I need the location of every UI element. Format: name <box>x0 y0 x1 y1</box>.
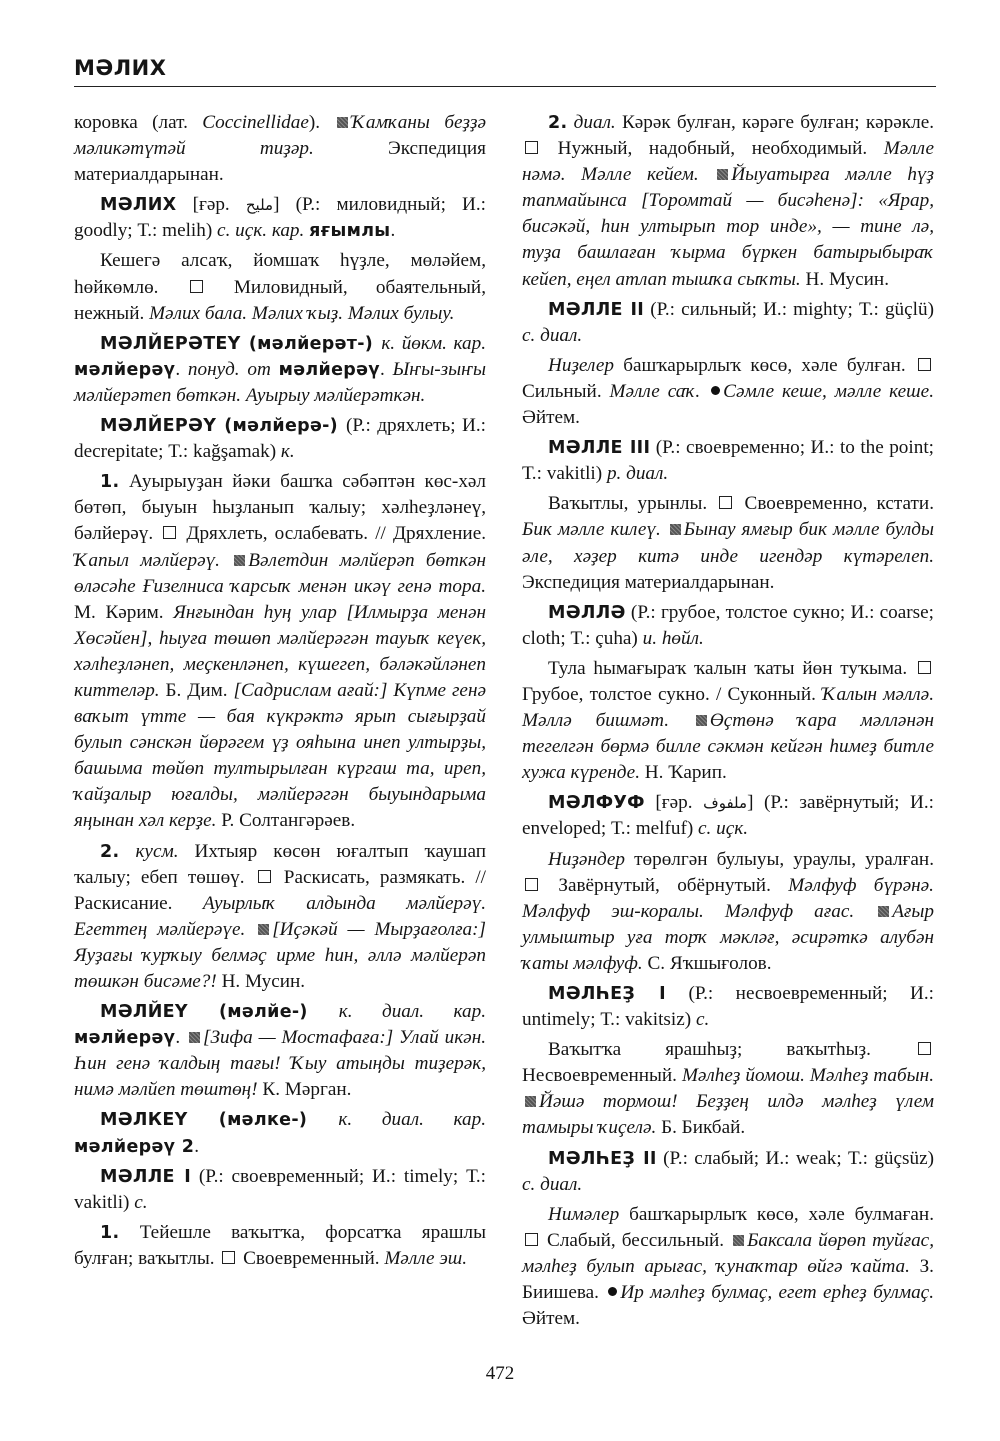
arabic-etymon: ملفوف <box>703 794 748 813</box>
example-marker-icon <box>696 715 707 726</box>
definition: Ниҙелер башҡарырлыҡ көсө, хәле булған. Сильный. Мәлле саҡ. Сәмле кеше, мәлле кеше. Әйтем. <box>522 354 934 429</box>
sense-2: 2. диал. Кәрәк булған, кәрәге булған; кәрәкле. Нужный, надобный, необходимый. Мәлле нәмә. Мәлле кейем. Йыуатырға мәлле һүҙ тапмайынса [Торомтай — бисәһенә]: «Ярар, бисәкәй, һин ултырып тор инде», — тине лә, туҙа башлаған ҡырма бүркен батырыбыраҡ кейеп, еңел атлап тышҡа сыҡты. Н. Мусин. <box>522 112 935 290</box>
headword: МӘЛИХ <box>100 195 177 216</box>
proverb-marker-icon <box>711 386 720 395</box>
example-marker-icon <box>733 1235 744 1246</box>
entry-malle-2: МӘЛЛЕ II (Р.: сильный; И.: mighty; Т.: güçlü) с. диал. <box>522 298 934 346</box>
entry-malyeratew: МӘЛЙЕРӘТЕҮ (мәлйерәт-) к. йөкм. кар. мәлйерәү. понуд. от мәлйерәү. Ыҥы-зыҥы мәлйерәтеп бөткән. Ауырыу мәлйерәткән. <box>74 332 487 406</box>
translation-marker-icon <box>163 526 176 539</box>
entry-malfuf: МӘЛФУФ [ғәр. ملفوف] (Р.: завёрнутый; И.: enveloped; Т.: melfuf) с. иҫк. <box>522 792 935 840</box>
running-head: МӘЛИХ <box>74 56 167 80</box>
entry-malhez-2: МӘЛҺЕҘ II (Р.: слабый; И.: weak; Т.: güçsüz) с. диал. <box>522 1147 935 1195</box>
headword: МӘЛҺЕҘ I <box>548 984 666 1004</box>
headword: МӘЛЙЕРӘҮ <box>100 416 217 437</box>
translation-marker-icon <box>525 1233 538 1246</box>
column-left <box>74 110 486 1276</box>
headword: МӘЛЛЕ I <box>100 1166 192 1187</box>
headword: МӘЛЛӘ <box>548 602 626 623</box>
headword: МӘЛҺЕҘ II <box>548 1148 657 1169</box>
definition: Нимәлер башҡарырлыҡ көсө, хәле булмаған. Слабый, бессильный. Баксала йөрөп туйғас, мәлһеҙ булып арығас, ҡунаҡтар өйгә ҡайта. З. Биишева. Ир мәлһеҙ булмаҫ, егет ерһеҙ булмаҫ. Әйтем. <box>522 1203 935 1330</box>
definition: Ваҡытҡа ярашһыҙ; ваҡытһыҙ. Несвоевременный. Мәлһеҙ йомош. Мәлһеҙ табын. Йәшә тормош! Беҙҙең илдә мәлһеҙ үлем тамыры ҡиҫелә. Б. Бикбай. <box>522 1039 934 1139</box>
entry-malkew: МӘЛКЕҮ (мәлке-) к. диал. кар. мәлйерәү 2. <box>74 1109 487 1157</box>
sense-1: 1. Ауырыуҙан йәки башҡа сәбәптән көс-хәл бөтөп, быуын һыҙланып ҡалыу; хәлһеҙләнеү, бәлйерәү. Дряхлеть, ослабевать. // Дряхление. Ҡапыл мәлйерәү. Вәлетдин мәлйерәп бөткән өләсәһе Ғизелниса ҡарсыҡ менән икәү генә тора. М. Кәрим. Янғындан һуң улар [Илмырҙа менән Хөсәйен], һыуға төшөп мәлйерәгән тауыҡ кеүек, хәлһеҙләнеп, меҫкенләнеп, күшегеп, бәләкәйләнеп киттеләр. Б. Дим. [Садрислам ағай:] Күпме генә ваҡыт үтте — бая күкрәктә ярып сығырҙай булып сәнскән йөрәгем үҙ ояһына инеп ултырҙы, башыма төйөп тултырылған күргаш та, иреп, ҡайҙалыр юғалды, мәлйерәгән быуындарыма яңынан хәл керҙе. Р. Солтангәрәев. <box>74 471 487 832</box>
headword: МӘЛЛЕ II <box>548 299 645 320</box>
sense-1: 1. Тейешле ваҡытҡа, форсатҡа ярашлы булған; ваҡытлы. Своевременный. Мәлле эш. <box>74 1221 486 1269</box>
translation-marker-icon <box>918 661 931 674</box>
definition: Ниҙәндер төрөлгән булыуы, ураулы, уралған. Завёрнутый, обёрнутый. Мәлфуф бүрәнә. Мәлфуф эш-коралы. Мәлфуф ағас. Ағыр улмыштыр уға торҡ мәкләғ, әсирәткә алубән ҡаты мәлфуф. С. Яҡшығолов. <box>522 848 934 974</box>
definition: Кешегә алсаҡ, йомшаҡ һүҙле, мөләйем, һөйкөмлө. Миловидный, обаятельный, нежный. Мәлих бала. Мәлих ҡыҙ. Мәлих булыу. <box>74 250 486 324</box>
headword: МӘЛКЕҮ <box>100 1110 188 1131</box>
entry-malikh: МӘЛИХ [ғәр. ملیح] (Р.: миловидный; И.: goodly; Т.: melih) с. иҫк. кар. яғымлы. <box>74 194 487 242</box>
translation-marker-icon <box>525 141 538 154</box>
entry-malhez-1: МӘЛҺЕҘ I (Р.: несвоевременный; И.: untimely; Т.: vakitsiz) с. <box>522 983 935 1031</box>
example-marker-icon <box>525 1096 536 1107</box>
headword: МӘЛФУФ <box>548 793 645 814</box>
entry-continuation: коровка (лат. Coccinellidae). Ҡамҡаны беҙҙә мәликәтүтәй тиҙәр. Экспедиция материалдарынан. <box>74 112 486 186</box>
headword: МӘЛЙЕҮ <box>100 1002 188 1023</box>
example-marker-icon <box>337 117 348 128</box>
example-marker-icon <box>234 555 245 566</box>
translation-marker-icon <box>918 1042 931 1055</box>
page-number: 472 <box>485 1363 515 1384</box>
entry-malla: МӘЛЛӘ (Р.: грубое, толстое сукно; И.: coarse; cloth; Т.: çuha) и. һөйл. <box>522 601 934 649</box>
header-rule <box>74 86 936 87</box>
sense-2: 2. кусм. Ихтыяр көсөн юғалтып ҡаушап ҡалыу; ебеп төшөү. Раскисать, размякать. // Раскисание. Ауырлыҡ алдында мәлйерәү. Егеттең мәлйерәүе. [Иҫәкәй — Мырҙағолға:] Яуҙағы ҡурҡыу белмәҫ ирме һин, әллә мәлйерәп төшкән бисәме?! Н. Мусин. <box>74 840 487 992</box>
proverb-marker-icon <box>608 1287 617 1296</box>
column-right <box>522 110 934 1336</box>
entry-malle-1: МӘЛЛЕ I (Р.: своевременный; И.: timely; Т.: vakitli) с. <box>74 1165 486 1213</box>
translation-marker-icon <box>222 1251 235 1264</box>
entry-malle-3: МӘЛЛЕ III (Р.: своевременно; И.: to the point; Т.: vakitli) р. диал. <box>522 437 934 485</box>
example-marker-icon <box>189 1032 200 1043</box>
arabic-etymon: ملیح <box>245 196 274 215</box>
headword: МӘЛЛЕ III <box>548 438 651 459</box>
example-marker-icon <box>878 906 889 917</box>
translation-marker-icon <box>918 358 931 371</box>
translation-marker-icon <box>258 870 271 883</box>
headword: МӘЛЙЕРӘТЕҮ <box>100 333 241 354</box>
entry-malyew: МӘЛЙЕҮ (мәлйе-) к. диал. кар. мәлйерәү. [Зифа — Мостафаға:] Улай икән. Һин генә ҡалдың тағы! Ҡыу атыңды тиҙерәк, нимә мәлйеп төштөң! К. Мәрган. <box>74 1001 487 1101</box>
example-marker-icon <box>258 924 269 935</box>
translation-marker-icon <box>719 496 732 509</box>
entry-malyeraw: МӘЛЙЕРӘҮ (мәлйерә-) (Р.: дряхлеть; И.: decrepitate; Т.: kağşamak) к. <box>74 415 486 463</box>
definition: Ваҡытлы, урынлы. Своевременно, кстати. Бик мәлле килеү. Бынау ямғыр бик мәлле булды әле, хәҙер китә инде игендәр күтәрелеп. Экспедиция материалдарынан. <box>522 493 934 593</box>
example-marker-icon <box>717 169 728 180</box>
translation-marker-icon <box>190 280 203 293</box>
example-marker-icon <box>670 524 681 535</box>
definition: Тула һымағыраҡ ҡалын ҡаты йөн туҡыма. Грубое, толстое сукно. / Суконный. Ҡалын мәллә. Мәллә бишмәт. Өҫтөнә ҡара мәлләнән тегелгән бөрмә билле сәкмән кейгән һимеҙ битле хужа күренде. Н. Ҡарип. <box>522 657 934 784</box>
translation-marker-icon <box>525 878 538 891</box>
